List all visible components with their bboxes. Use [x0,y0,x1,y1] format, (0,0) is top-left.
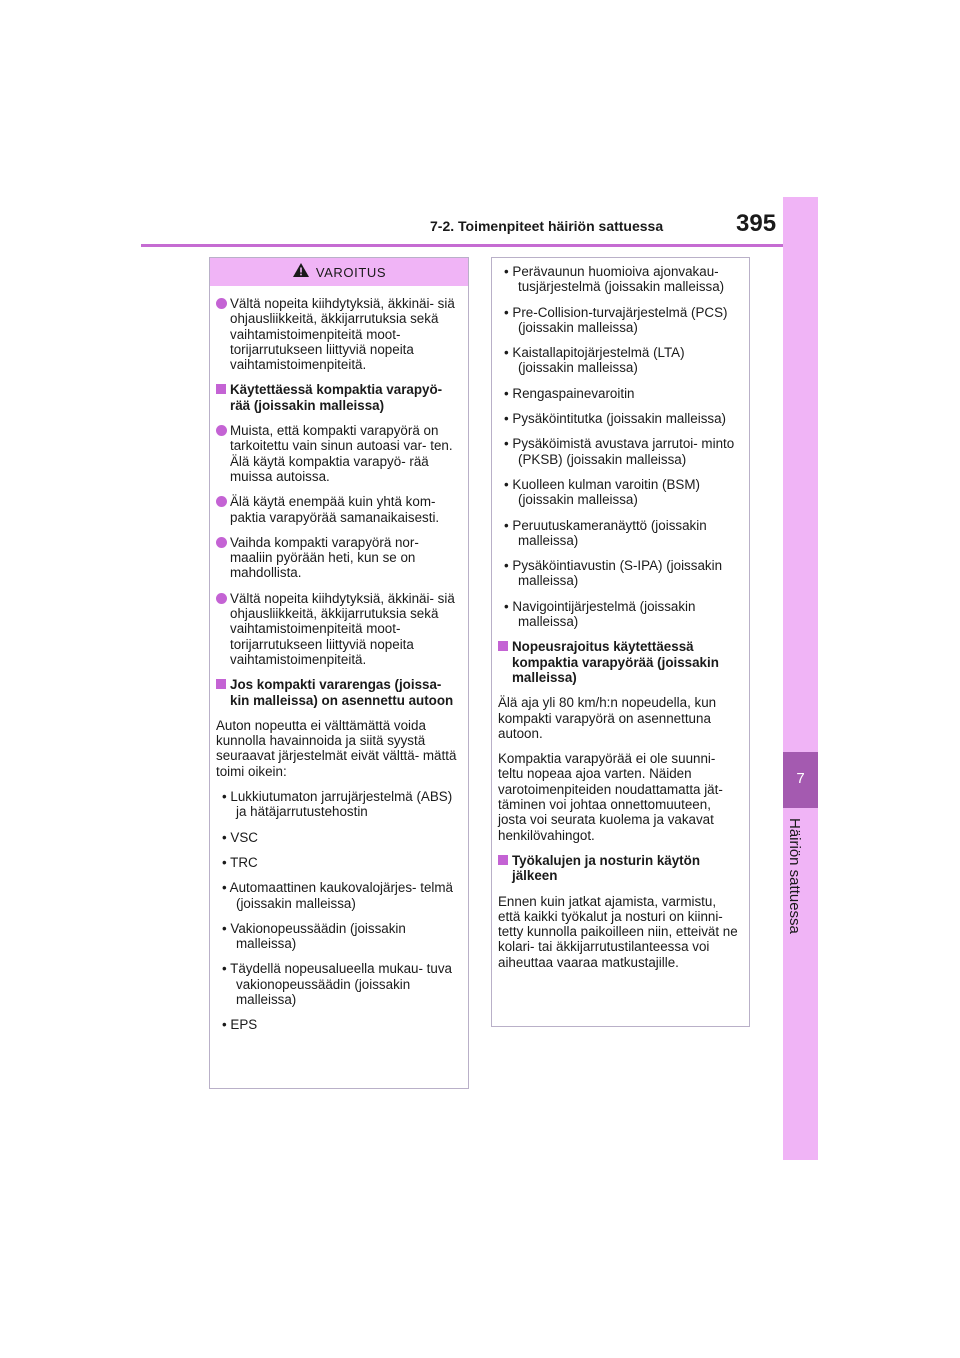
list-item: • VSC [222,829,258,845]
bullet-square-icon [216,679,226,689]
warning-box-left [209,257,469,1089]
bullet-dot-icon [216,537,227,548]
paragraph: Ennen kuin jatkat ajamista, varmistu, että kaikki työkalut ja nosturi on kiinni- tetty kunnolla paikoilleen niin, etteivät ne kolari- tai äkkijarrutustilanteessa voi aiheuttaa vaaraa matkustajille. [498,893,738,970]
list-item: • Peruutuskameranäyttö (joissakin malleissa) [504,517,707,548]
bullet-dot-icon [216,593,227,604]
warning-header [210,258,468,286]
bullet-dot-icon [216,425,227,436]
subheading: Käytettäessä kompaktia varapyö- rää (joissakin malleissa) [216,382,460,413]
paragraph: Auton nopeutta ei välttämättä voida kunnolla havainnoida ja siitä syystä seuraavat järjestelmät eivät välttä- mättä toimi oikein: [216,717,457,779]
list-item: • TRC [222,854,258,870]
warning-item: Vältä nopeita kiihdytyksiä, äkkinäi- siä ohjausliikkeitä, äkkijarrutuksia sekä vaihtamistoimenpiteitä moot- torijarrutukseen liittyviä nopeita vaihtamistoimenpiteitä. [216,591,460,667]
paragraph: Kompaktia varapyörää ei ole suunni- teltu nopeaa ajoa varten. Näiden varotoimenpiteiden noudattamatta jät- täminen voi johtaa onnettomuuteen, josta voi seurata kuolema ja vakavat henkilövahingot. [498,751,723,843]
bullet-square-icon [498,855,508,865]
list-item: • Perävaunun huomioiva ajonvakau- tusjärjestelmä (joissakin malleissa) [504,264,725,295]
list-item: • Vakionopeussäädin (joissakin malleissa) [222,920,406,952]
chapter-number-tab [783,752,818,808]
header-divider [141,244,789,247]
list-item: • Automaattinen kaukovalojärjes- telmä (joissakin malleissa) [222,880,453,911]
warning-item: Vaihda kompakti varapyörä nor- maaliin pyörään heti, kun se on mahdollista. [216,535,460,581]
warning-item: Älä käytä enempää kuin yhtä kom- paktia varapyörää samanaikaisesti. [216,494,460,525]
section-title: 7-2. Toimenpiteet häiriön sattuessa [430,218,664,234]
list-item: • Täydellä nopeusalueella mukau- tuva vakionopeussäädin (joissakin malleissa) [222,961,452,1007]
paragraph: Älä aja yli 80 km/h:n nopeudella, kun kompakti varapyörä on asennettuna autoon. [498,695,717,741]
list-item: • Kuolleen kulman varoitin (BSM) (joissakin malleissa) [504,476,700,508]
bullet-square-icon [498,641,508,651]
chapter-label: Häiriön sattuessa [786,818,803,934]
bullet-dot-icon [216,496,227,507]
list-item: • Kaistallapitojärjestelmä (LTA) (joissakin malleissa) [504,345,685,376]
warning-item: Muista, että kompakti varapyörä on tarkoitettu vain sinun autoasi var- ten. Älä käytä kompaktia varapyö- rää muissa autoissa. [216,423,460,484]
list-item: • Pysäköimistä avustava jarrutoi- minto (PKSB) (joissakin malleissa) [504,436,735,467]
list-item: • Pysäköintiavustin (S-IPA) (joissakin malleissa) [504,558,723,589]
list-item: • Pre-Collision-turvajärjestelmä (PCS) (joissakin malleissa) [504,304,728,335]
page-number: 395 [736,210,777,237]
subheading: Työkalujen ja nosturin käytön jälkeen [498,853,739,884]
warning-item: Vältä nopeita kiihdytyksiä, äkkinäi- siä ohjausliikkeitä, äkkijarrutuksia sekä vaihtamistoimenpiteitä moot- torijarrutukseen liittyviä nopeita vaihtamistoimenpiteitä. [216,296,460,372]
chapter-number: 7 [796,770,805,787]
warning-box-right [491,257,750,1027]
list-item: • EPS [222,1017,258,1033]
warning-triangle-icon [292,262,310,283]
subheading: Nopeusrajoitus käytettäessä kompaktia varapyörää (joissakin malleissa) [498,639,739,685]
chapter-side-tab [783,197,818,1160]
list-item: • Navigointijärjestelmä (joissakin malleissa) [504,598,696,630]
list-item: • Rengaspainevaroitin [504,385,635,401]
warning-title: VAROITUS [315,264,387,280]
list-item: • Lukkiutumaton jarrujärjestelmä (ABS) ja hätäjarrutustehostin [222,789,453,820]
bullet-square-icon [216,384,226,394]
list-item: • Pysäköintitutka (joissakin malleissa) [504,411,726,427]
subheading: Jos kompakti vararengas (joissa- kin malleissa) on asennettu autoon [216,677,460,708]
bullet-dot-icon [216,298,227,309]
